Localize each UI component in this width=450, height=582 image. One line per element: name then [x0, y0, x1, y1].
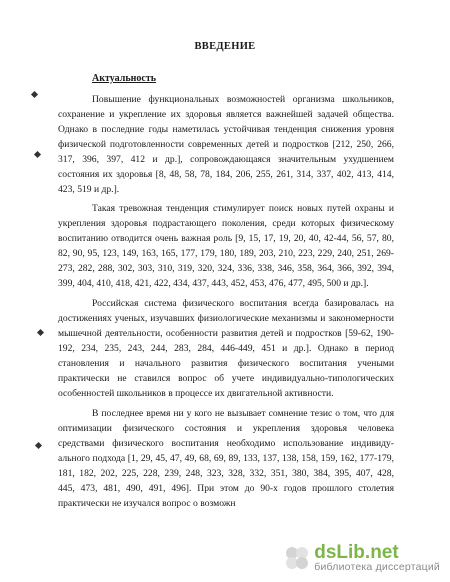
text-line: 273, 282, 288, 302, 303, 310, 319, 320, 324, 336, 338, 346, 358, 364, 366, 392, 394, — [58, 263, 394, 274]
text-line: достижениях ученых, изучавших физиологические механизмы и закономерности — [58, 313, 394, 324]
margin-mark — [37, 329, 44, 336]
text-line: становления и начального развития физического воспитания учеными — [58, 358, 394, 369]
text-line: 192, 234, 235, 243, 244, 283, 284, 446-449, 451 и др.]. Однако в период — [58, 343, 394, 354]
text-line: В последнее время ни у кого не вызывает сомнение тезис о том, что для — [92, 408, 394, 419]
text-line: практически не изучался вопрос о возможн — [58, 498, 236, 509]
text-line: особенностей школьников в процессе их двигательной активности. — [58, 388, 334, 399]
section-heading: Актуальность — [92, 73, 157, 84]
text-line: средствами физического воспитания необходимо использование индивиду- — [58, 438, 394, 449]
text-line: состояния их здоровья [8, 48, 58, 78, 184, 206, 255, 261, 314, 337, 402, 413, 414, — [58, 169, 394, 180]
text-line: Российская система физического воспитания всегда базировалась на — [92, 298, 394, 309]
text-line: 317, 396, 397, 412 и др.], сопровождающаяся значительным ухудшением — [58, 154, 394, 165]
page-title: ВВЕДЕНИЕ — [194, 41, 256, 52]
text-line: Повышение функциональных возможностей организма школьников, — [92, 94, 394, 105]
text-line: воспитанию отводится очень важная роль [9, 15, 17, 19, 20, 40, 42-44, 56, 57, 80, — [58, 233, 394, 244]
text-line: 423, 519 и др.]. — [58, 184, 120, 195]
dslib-logo-icon — [283, 544, 311, 572]
text-line: сохранение и укрепление их здоровья является важнейшей задачей общества. — [58, 109, 394, 120]
text-line: оптимизации физического состояния и укрепления здоровья человека — [58, 423, 394, 434]
text-line: 399, 404, 410, 418, 421, 422, 434, 437, 443, 452, 453, 476, 477, 495, 500 и др.]. — [58, 278, 369, 289]
text-line: практически не ставился вопрос об учете индивидуально-типологических — [58, 373, 394, 384]
margin-mark — [35, 442, 42, 449]
margin-mark — [31, 91, 38, 98]
text-line: 82, 90, 95, 123, 149, 163, 165, 177, 179, 180, 189, 203, 210, 223, 229, 240, 251, 269- — [58, 248, 394, 259]
watermark-subtitle: библиотека диссертаций — [314, 561, 440, 573]
text-line: Такая тревожная тенденция стимулирует поиск новых путей охраны и — [92, 203, 394, 214]
watermark-site: dsLib.net — [314, 542, 399, 563]
text-line: 181, 182, 202, 225, 228, 239, 248, 323, 328, 332, 351, 380, 384, 395, 407, 428, — [58, 468, 394, 479]
text-line: 445, 473, 481, 490, 491, 496]. При этом до 90-х годов прошлого столетия — [58, 483, 394, 494]
text-line: физической подготовленности современных детей и подростков [212, 250, 266, — [58, 139, 394, 150]
text-line: укрепления здоровья подрастающего поколения, среди которых физическому — [58, 218, 394, 229]
margin-mark — [34, 151, 41, 158]
text-line: Однако в последние годы наметилась устойчивая тенденция снижения уровня — [58, 124, 394, 135]
text-line: ального подхода [1, 29, 45, 47, 49, 68, 69, 89, 133, 137, 138, 158, 159, 162, 177-179, — [58, 453, 394, 464]
watermark — [283, 542, 440, 574]
text-line: мышечной деятельности, особенности развития детей и подростков [59-62, 190- — [58, 328, 394, 339]
